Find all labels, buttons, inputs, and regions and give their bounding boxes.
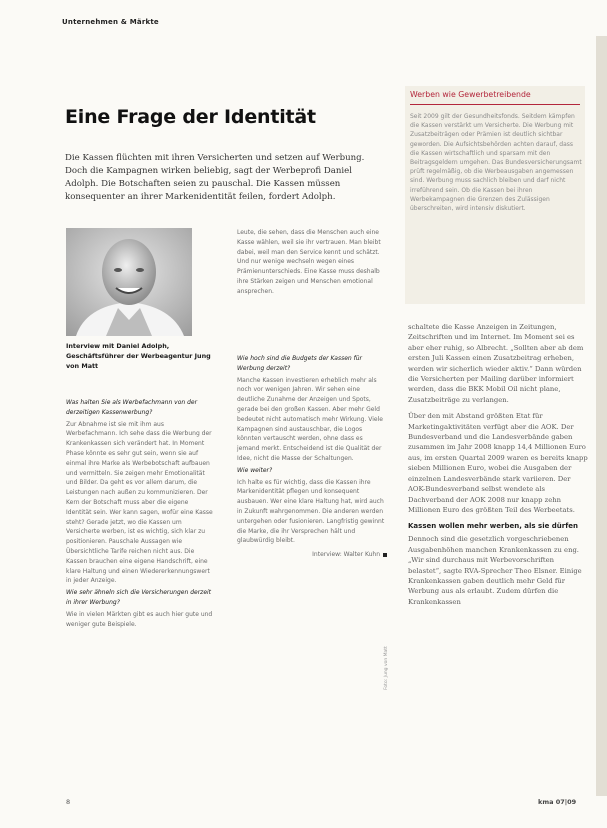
magazine-logo: kma 07|09 — [538, 798, 577, 806]
sidebar-heading: Werben wie Gewerbetreibende — [410, 90, 531, 99]
photo-credit: Foto: Jung von Matt — [384, 646, 389, 690]
subheading: Kassen wollen mehr werben, als sie dürfen — [408, 522, 579, 531]
page-edge-bar — [596, 36, 607, 796]
portrait-photo — [66, 228, 192, 336]
sidebar-rule — [410, 104, 580, 105]
question: Wie hoch sind die Budgets der Kassen für Werbung derzeit? — [237, 355, 362, 372]
answer: Zur Abnahme ist sie mit ihm aus Werbefachmann. Ich sehe dass die Werbung der Krankenkassen sich verändert hat. In Moment Phase könnte es sehr gut sein, wenn sie auf einmal ihre Marke als Werbebotschaft aufbauen und vermitteln. Sie zeigen mehr Emotionalität und Bilder. Da geht es vor allem darum, die Leistungen nach außen zu kommunizieren. Der Kern der Botschaft muss aber die eigene Identität sein. Wer kann sagen, wofür eine Kasse steht? Gerade jetzt, wo die Kassen um Versicherte werben, ist es wichtig, sich klar zu positionieren. Pauschale Aussagen wie Übersichtliche Tarife reichen nicht aus. Die Kassen brauchen eine eigene Handschrift, eine klare Haltung und einen Wiedererkennungswert in jeder Anzeige. — [66, 420, 213, 585]
interviewer-credit: Interview: Walter Kuhn — [312, 551, 380, 559]
sidebar-text: Seit 2009 gilt der Gesundheitsfonds. Seitdem kämpfen die Kassen verstärkt um Versicherte. Die Werbung mit Zusatzbeiträgen oder Prämien ist deutlich sichtbar geworden. Die Aufsichtsbehörden achten darauf, dass die Kassen wirtschaftlich und sparsam mit den Beitragsgeldern umgehen. Das Bundesversicherungsamt prüft regelmäßig, ob die Werbeausgaben angemessen sind. Werbung muss sachlich bleiben und darf nicht irreführend sein. Ob die Kassen bei ihren Werbekampagnen die Grenzen des Zulässigen überschreiten, wird intensiv diskutiert. — [410, 113, 582, 213]
interview-column-2-top — [237, 228, 387, 299]
question: Was halten Sie als Werbefachmann von der derzeitigen Kassenwerbung? — [66, 399, 198, 416]
question: Wie weiter? — [237, 466, 273, 474]
section-label: Unternehmen & Märkte — [62, 18, 159, 26]
article-title: Eine Frage der Identität — [65, 106, 316, 128]
end-mark-icon — [383, 553, 387, 557]
paragraph: Dennoch sind die gesetzlich vorgeschriebenen Ausgabenhöhen manchen Krankenkassen zu eng. „Wir sind durchaus mit Werbevorschriften belastet“, sagte RVA-Sprecher Theo Elsner. Einige Krankenkassen gaben deutlich mehr Geld für Werbung aus als erlaubt. Zudem dürfen die Krankenkassen — [408, 535, 582, 606]
portrait-image — [66, 228, 192, 336]
answer: Ich halte es für wichtig, dass die Kassen ihre Markenidentität pflegen und konsequent ausbauen. Wer eine klare Haltung hat, wird auch in Zukunft wahrgenommen. Die anderen werden untergehen oder fusionieren. Langfristig gewinnt die Marke, die ihr Versprechen hält und glaubwürdig bleibt. — [237, 478, 385, 545]
answer: Manche Kassen investieren erheblich mehr als noch vor wenigen Jahren. Wir sehen eine deutliche Zunahme der Anzeigen und Spots, gerade bei den großen Kassen. Aber mehr Geld bedeutet nicht automatisch mehr Wirkung. Viele Kampagnen sind austauschbar, die Logos könnten vertauscht werden, ohne dass es jemand merkt. Entscheidend ist die Qualität der Idee, nicht die Masse der Schaltungen. — [237, 376, 383, 462]
interview-column-2 — [237, 354, 387, 562]
answer: Leute, die sehen, dass die Menschen auch eine Kasse wählen, weil sie ihr vertrauen. Man bleibt dabei, weil man den Service kennt und schätzt. Und nur wenige wechseln wegen eines Prämienunterschieds. Eine Kasse muss deshalb ihre Stärken zeigen und Menschen emotional ansprechen. — [237, 229, 381, 295]
article-lead: Die Kassen flüchten mit ihren Versicherten und setzen auf Werbung. Doch die Kampagnen wirken beliebig, sagt der Werbeprofi Daniel Adolph. Die Botschaften seien zu pauschal. Die Kassen müssen konsequenter an ihrer Markenidentität feilen, fordert Adolph. — [65, 153, 365, 202]
interview-column-1 — [66, 398, 214, 631]
page-number: 8 — [66, 798, 71, 806]
photo-caption: Interview mit Daniel Adolph, Geschäftsführer der Werbeagentur Jung von Matt — [66, 342, 211, 370]
question: Wie sehr ähneln sich die Versicherungen derzeit in ihrer Werbung? — [66, 589, 212, 606]
paragraph: Über den mit Abstand größten Etat für Marketingaktivitäten verfügt aber die AOK. Der Bundesverband und die Landesverbände gaben zusammen im Jahr 2008 knapp 14,4 Millionen Euro aus, im ersten Quartal 2009 waren es bereits knapp sieben Millionen Euro, wobei die Ausgaben der einzelnen Landesverbände stark variieren. Der AOK-Bundesverband selbst wendete als Dachverband der AOK 2008 nur knapp zehn Millionen Euro des größten Teil des Werbeetats. — [408, 412, 588, 514]
paragraph: schaltete die Kasse Anzeigen in Zeitungen, Zeitschriften und im Internet. Im Moment sei es aber eher ruhig, so Albrecht. „Sollten aber ab dem ersten Juli Kassen einen Zusatzbeitrag erheben, werden wir sicherlich wieder aktiv.“ Dann würden die Versicherten per Mailing darüber informiert werden, dass die BKK Mobil Oil nicht plane, Zusatzbeiträge zu verlangen. — [408, 323, 584, 404]
article-column-3 — [408, 322, 588, 613]
interviewer-credit-line — [237, 550, 387, 560]
answer: Wie in vielen Märkten gibt es auch hier gute und weniger gute Beispiele. — [66, 610, 213, 628]
